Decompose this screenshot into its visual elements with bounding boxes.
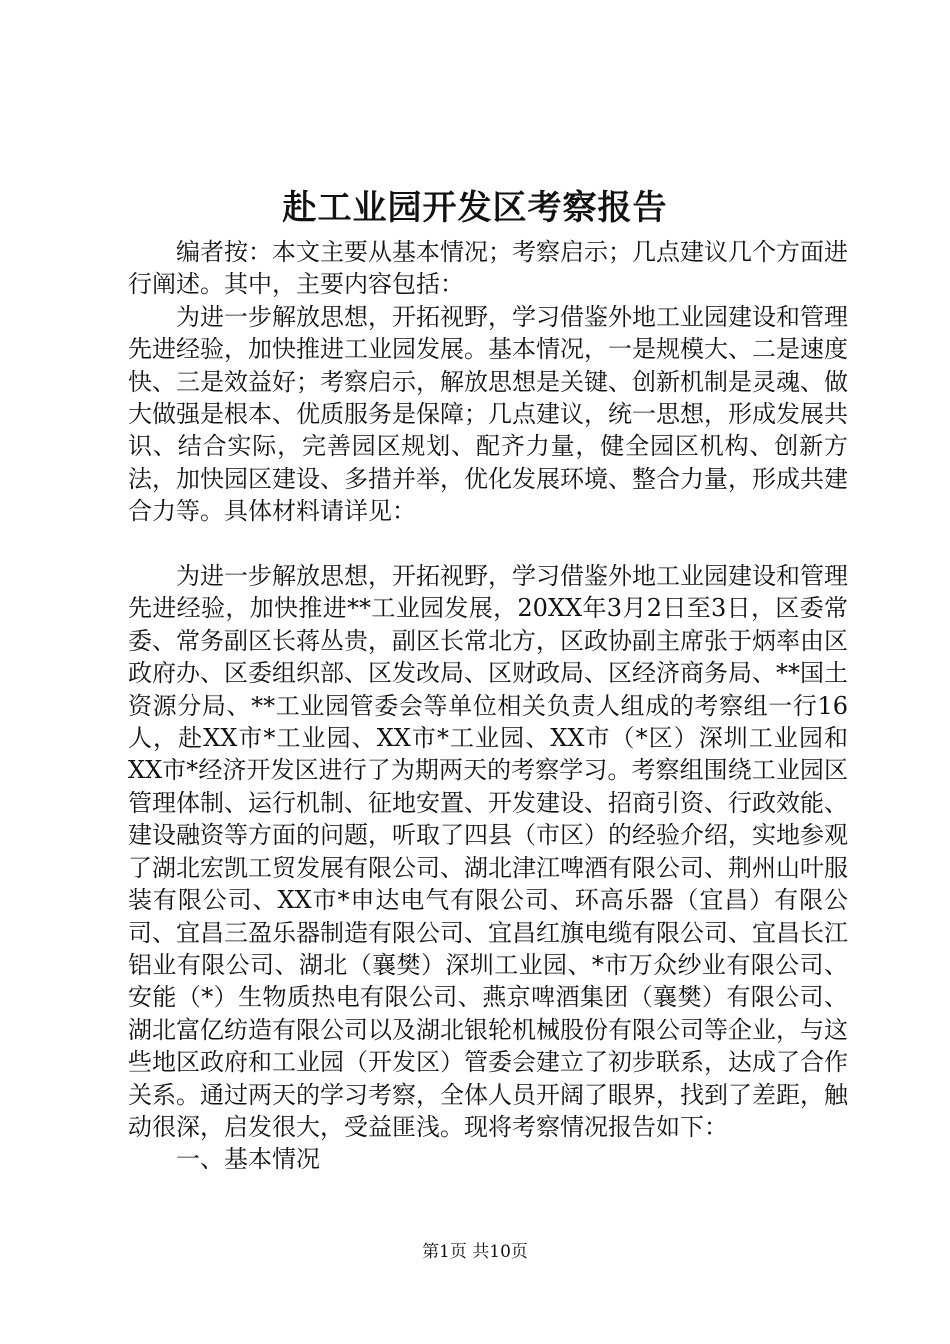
main-paragraph: 为进一步解放思想，开拓视野，学习借鉴外地工业园建设和管理先进经验，加快推进**工业园发展，20XX年3月2日至3日，区委常委、常务副区长蒋丛贵，副区长常北方，区政协副主席张于炳率由区政府办、区委组织部、区发改局、区财政局、区经济商务局、**国土资源分局、**工业园管委会等单位相关负责人组成的考察组一行16人，赴XX市*工业园、XX市*工业园、XX市（*区）深圳工业园和XX市*经济开发区进行了为期两天的考察学习。考察组围绕工业园区管理体制、运行机制、征地安置、开发建设、招商引资、行政效能、建设融资等方面的问题，听取了四县（市区）的经验介绍，实地参观了湖北宏凯工贸发展有限公司、湖北津江啤酒有限公司、荆州山叶服装有限公司、XX市*申达电气有限公司、环高乐器（宜昌）有限公司、宜昌三盈乐器制造有限公司、宜昌红旗电缆有限公司、宜昌长江铝业有限公司、湖北（襄樊）深圳工业园、*市万众纱业有限公司、安能（*）生物质热电有限公司、燕京啤酒集团（襄樊）有限公司、湖北富亿纺造有限公司以及湖北银轮机械股份有限公司等企业，与这些地区政府和工业园（开发区）管委会建立了初步联系，达成了合作关系。通过两天的学习考察，全体人员开阔了眼界，找到了差距，触动很深，启发很大，受益匪浅。现将考察情况报告如下： (128, 562, 848, 1141)
page-indicator: 第1页 共10页 (422, 1242, 528, 1262)
document-title: 赴工业园开发区考察报告 (282, 188, 668, 228)
section-heading: 一、基本情况 (176, 1145, 320, 1174)
editor-note-paragraph: 编者按：本文主要从基本情况；考察启示；几点建议几个方面进行阐述。其中，主要内容包括： (128, 238, 848, 299)
document-body (128, 236, 848, 1176)
paragraph-spacer (128, 528, 848, 560)
summary-paragraph: 为进一步解放思想，开拓视野，学习借鉴外地工业园建设和管理先进经验，加快推进工业园发展。基本情况，一是规模大、二是速度快、三是效益好；考察启示，解放思想是关键、创新机制是灵魂、做大做强是根本、优质服务是保障；几点建议，统一思想，形成发展共识、结合实际，完善园区规划、配齐力量，健全园区机构、创新方法，加快园区建设、多措并举，优化发展环境、整合力量，形成共建合力等。具体材料请详见： (128, 302, 848, 526)
